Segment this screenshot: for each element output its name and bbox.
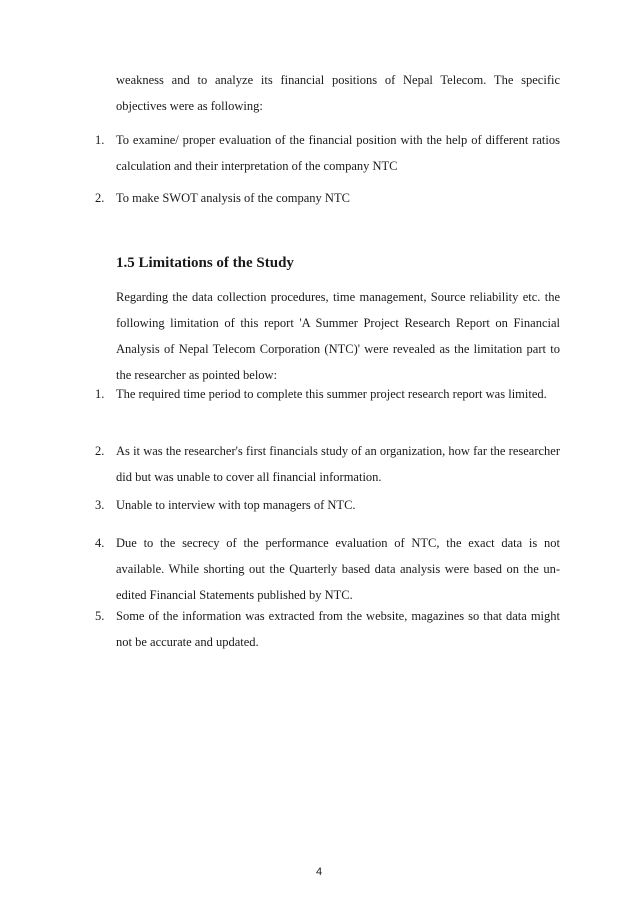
limitation-text: Unable to interview with top managers of NTC.	[116, 498, 356, 512]
intro-paragraph: weakness and to analyze its financial positions of Nepal Telecom. The specific objectives were as following:	[116, 73, 560, 113]
objective-text: To examine/ proper evaluation of the financial position with the help of different ratios calculation and their interpretation of the company NTC	[116, 133, 560, 173]
objective-number: 2.	[95, 191, 105, 205]
limitation-number: 5.	[95, 609, 105, 623]
objective-item	[95, 185, 560, 211]
section-heading: 1.5 Limitations of the Study	[116, 255, 294, 271]
limitation-text: The required time period to complete this summer project research report was limited.	[116, 387, 547, 401]
limitation-number: 3.	[95, 498, 105, 512]
limitations-intro-paragraph: Regarding the data collection procedures, time management, Source reliability etc. the following limitation of this report 'A Summer Project Research Report on Financial Analysis of Nepal Telecom Corporation (NTC)' were revealed as the limitation part to the researcher as pointed below:	[116, 290, 560, 382]
limitation-number: 2.	[95, 444, 105, 458]
limitation-text: As it was the researcher's first financials study of an organization, how far the researcher did but was unable to cover all financial information.	[116, 444, 560, 484]
page-number: 4	[315, 866, 323, 878]
limitation-item	[95, 603, 560, 655]
limitation-item	[95, 492, 560, 518]
limitation-number: 4.	[95, 536, 105, 550]
limitation-text: Due to the secrecy of the performance evaluation of NTC, the exact data is not available. While shorting out the Quarterly based data analysis were based on the un-edited Financial Statements published by NTC.	[116, 536, 560, 602]
limitation-item	[95, 381, 560, 407]
limitation-number: 1.	[95, 387, 105, 401]
objective-text: To make SWOT analysis of the company NTC	[116, 191, 350, 205]
objective-item	[95, 127, 560, 179]
limitation-item	[95, 530, 560, 608]
objective-number: 1.	[95, 133, 105, 147]
limitation-item	[95, 438, 560, 490]
limitation-text: Some of the information was extracted from the website, magazines so that data might not be accurate and updated.	[116, 609, 560, 649]
